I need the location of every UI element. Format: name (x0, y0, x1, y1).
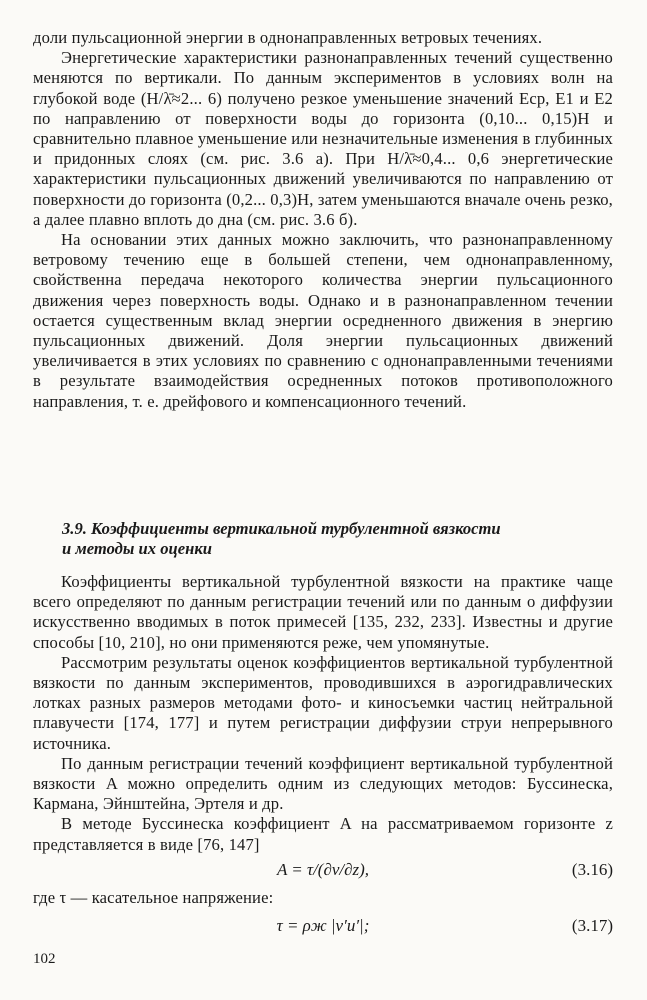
paragraph: Рассмотрим результаты оценок коэффициентов вертикальной турбулентной вязкости по данным экспериментов, проводившихся в аэрогидравлических лотках разных размеров методами фото- и киносъемки частиц нейтральной плавучести [174, 177] и путем регистрации диффузии струи непрерывного источника. (33, 652, 613, 753)
equation-number: (3.17) (571, 916, 613, 935)
equation-3-17 (33, 914, 613, 938)
section-heading-line: 3.9. Коэффициенты вертикальной турбулентной вязкости (62, 519, 501, 538)
paragraph: Энергетические характеристики разнонаправленных течений существенно меняются по вертикали. По данным экспериментов в условиях волн на глубокой воде (H/λ̄≈2... 6) получено резкое уменьшение значений Eср, E1 и E2 по направлению от поверхности воды до горизонта (0,10... 0,15)H и сравнительно плавное уменьшение или незначительные изменения в глубинных и придонных слоях (см. рис. 3.6 а). При H/λ̄≈0,4... 0,6 энергетические характеристики пульсационных движений увеличиваются по направлению от поверхности до горизонта (0,2... 0,3)H, затем уменьшаются вначале очень резко, а далее плавно вплоть до дна (см. рис. 3.6 б). (33, 48, 613, 229)
paragraph: На основании этих данных можно заключить, что разнонаправленному ветровому течению еще в большей степени, чем однонаправленному, свойственна передача некоторого количества энергии пульсационного движения через поверхность воды. Однако и в разнонаправленном течении остается существенным вклад энергии осредненного движения в энергию пульсационных движений. Доля энергии пульсационных движений увеличивается в этих условиях по сравнению с однонаправленными течениями в результате взаимодействия осредненных потоков противоположного направления, т. е. дрейфового и компенсационного течений. (33, 230, 613, 411)
text-where (33, 888, 613, 908)
equation-formula: A = τ/(∂v/∂z), (276, 860, 370, 879)
text-bottom (33, 572, 613, 855)
paragraph: В методе Буссинеска коэффициент A на рассматриваемом горизонте z представляется в виде [76, 147] (33, 814, 613, 854)
section-heading (62, 519, 582, 559)
page-number: 102 (33, 951, 56, 967)
equation-number: (3.16) (571, 860, 613, 879)
paragraph: Коэффициенты вертикальной турбулентной вязкости на практике чаще всего определяют по данным регистрации течений или по данным о диффузии искусственно вводимых в поток примесей [135, 232, 233]. Известны и другие способы [10, 210], но они применяются реже, чем упомянутые. (33, 572, 613, 652)
text-top (33, 28, 613, 412)
section-heading-line: и методы их оценки (62, 539, 212, 558)
equation-3-16 (33, 858, 613, 882)
paragraph: где τ — касательное напряжение: (33, 888, 274, 907)
paragraph: доли пульсационной энергии в однонаправленных ветровых течениях. (33, 28, 543, 47)
equation-formula: τ = ρж |v′u′|; (276, 916, 370, 935)
paragraph: По данным регистрации течений коэффициент вертикальной турбулентной вязкости A можно определить одним из следующих методов: Буссинеска, Кармана, Эйнштейна, Эртеля и др. (33, 753, 613, 814)
